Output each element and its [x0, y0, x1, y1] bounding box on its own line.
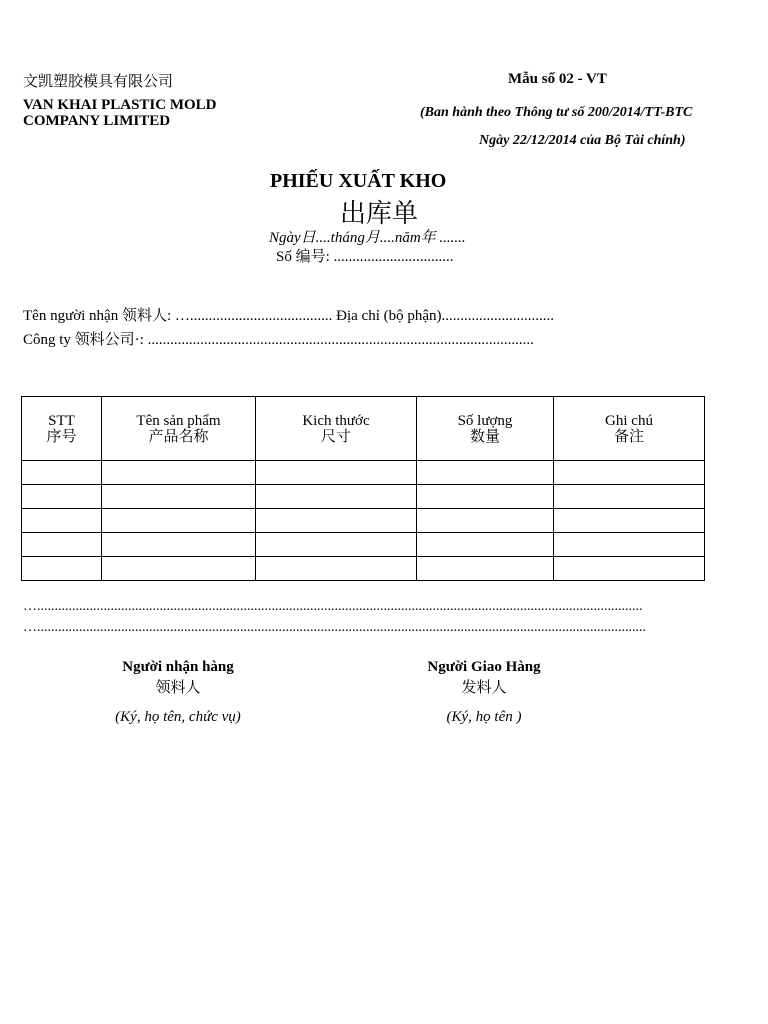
column-header-quantity: Số lượng 数量	[417, 397, 554, 461]
receiver-signature-title: Người nhận hàng	[122, 659, 234, 675]
notes-line-1: ….............................................................................................................................................................................	[23, 599, 643, 614]
table-cell[interactable]	[22, 485, 102, 509]
table-cell[interactable]	[554, 461, 705, 485]
table-cell[interactable]	[256, 533, 417, 557]
receiver-signature-block	[96, 659, 260, 726]
receiver-signature-title-chinese: 领料人	[155, 680, 201, 696]
table-row	[22, 461, 705, 485]
table-cell[interactable]	[102, 533, 256, 557]
table-cell[interactable]	[256, 557, 417, 581]
form-number: Mẫu số 02 - VT	[508, 71, 607, 87]
column-header-product-name: Tên sản phẩm 产品名称	[102, 397, 256, 461]
deliverer-signature-title: Người Giao Hàng	[427, 659, 541, 675]
table-cell[interactable]	[22, 461, 102, 485]
table-cell[interactable]	[417, 557, 554, 581]
document-number-line: Số 编号: ................................	[276, 249, 454, 265]
table-cell[interactable]	[22, 557, 102, 581]
deliverer-signature-note: (Ký, họ tên )	[446, 709, 522, 725]
document-title: PHIẾU XUẤT KHO	[270, 170, 447, 192]
table-cell[interactable]	[554, 509, 705, 533]
table-cell[interactable]	[554, 533, 705, 557]
table-cell[interactable]	[22, 509, 102, 533]
document-title-chinese: 出库单	[340, 199, 419, 228]
deliverer-signature-block	[402, 659, 566, 726]
receiver-signature-note: (Ký, họ tên, chức vụ)	[115, 709, 241, 725]
table-cell[interactable]	[102, 557, 256, 581]
table-cell[interactable]	[102, 485, 256, 509]
table-cell[interactable]	[417, 485, 554, 509]
table-row	[22, 485, 705, 509]
deliverer-signature-title-chinese: 发料人	[461, 680, 507, 696]
table-cell[interactable]	[102, 461, 256, 485]
date-line: Ngày日....tháng月....năm年 .......	[269, 230, 466, 246]
column-header-notes: Ghi chú 备注	[554, 397, 705, 461]
table-cell[interactable]	[256, 485, 417, 509]
issued-by-circular: (Ban hành theo Thông tư số 200/2014/TT-BTC	[420, 105, 693, 120]
items-table	[21, 396, 705, 581]
table-row	[22, 557, 705, 581]
issued-date: Ngày 22/12/2014 của Bộ Tài chính)	[479, 133, 686, 148]
table-cell[interactable]	[102, 509, 256, 533]
table-cell[interactable]	[417, 461, 554, 485]
table-row	[22, 533, 705, 557]
receiver-field: Tên người nhận 领料人: …...................................... Địa chỉ (bộ phận)..............................	[23, 308, 555, 324]
table-cell[interactable]	[554, 557, 705, 581]
table-row	[22, 509, 705, 533]
table-cell[interactable]	[22, 533, 102, 557]
company-name: VAN KHAI PLASTIC MOLD COMPANY LIMITED	[23, 97, 217, 129]
table-header-row	[22, 397, 705, 461]
notes-line-2: …..............................................................................................................................................................................	[23, 620, 646, 635]
table-cell[interactable]	[417, 509, 554, 533]
company-field: Công ty 领料公司·: .......................................................................................................	[23, 332, 534, 348]
table-cell[interactable]	[256, 461, 417, 485]
company-name-chinese: 文凯塑胶模具有限公司	[23, 74, 174, 90]
table-cell[interactable]	[554, 485, 705, 509]
column-header-size: Kich thước 尺寸	[256, 397, 417, 461]
column-header-stt: STT 序号	[22, 397, 102, 461]
table-cell[interactable]	[256, 509, 417, 533]
table-cell[interactable]	[417, 533, 554, 557]
